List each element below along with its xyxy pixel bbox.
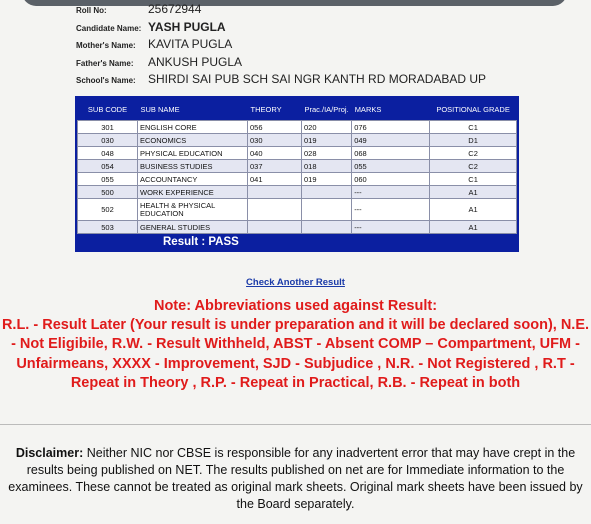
marks-cell: --- [352, 186, 430, 199]
grade-cell: A1 [430, 186, 517, 199]
header-practical: Prac./IA/Proj. [302, 98, 352, 121]
marks-table-container [75, 96, 519, 252]
father-name-value: ANKUSH PUGLA [148, 54, 243, 69]
candidate-name-row [76, 20, 486, 38]
grade-cell: C1 [430, 121, 517, 134]
school-name-label: School's Name: [76, 76, 136, 85]
mother-name-row [76, 37, 486, 55]
roll-label: Roll No: [76, 6, 107, 15]
roll-value: 25672944 [148, 2, 202, 16]
result-status: Result : PASS [77, 234, 517, 250]
sub-code-cell: 054 [78, 160, 138, 173]
theory-cell: 041 [248, 173, 302, 186]
disclaimer-label: Disclaimer: [15, 446, 84, 460]
table-row [78, 121, 517, 134]
table-row [78, 160, 517, 173]
marks-cell: --- [352, 221, 430, 234]
theory-cell [248, 186, 302, 199]
candidate-info [76, 2, 486, 90]
sub-name-cell: ACCOUNTANCY [138, 173, 248, 186]
sub-code-cell: 503 [78, 221, 138, 234]
practical-cell: 028 [302, 147, 352, 160]
sub-code-cell: 500 [78, 186, 138, 199]
marks-cell: --- [352, 199, 430, 221]
grade-cell: C2 [430, 160, 517, 173]
father-name-label: Father's Name: [76, 58, 134, 68]
table-row [78, 134, 517, 147]
practical-cell: 020 [302, 121, 352, 134]
header-positional-grade: POSITIONAL GRADE [430, 98, 517, 121]
sub-code-cell: 502 [78, 199, 138, 221]
practical-cell [302, 199, 352, 221]
mother-name-label: Mother's Name: [76, 41, 136, 50]
practical-cell: 019 [302, 134, 352, 147]
sub-code-cell: 055 [78, 173, 138, 186]
header-theory: THEORY [248, 98, 302, 121]
table-row [78, 173, 517, 186]
grade-cell: A1 [430, 199, 517, 221]
theory-cell: 040 [248, 147, 302, 160]
abbreviations-note [0, 297, 591, 393]
marks-cell: 049 [352, 134, 430, 147]
sub-name-cell: PHYSICAL EDUCATION [138, 147, 248, 160]
table-header-row [78, 98, 517, 121]
disclaimer [0, 445, 591, 513]
theory-cell: 030 [248, 134, 302, 147]
marks-cell: 076 [352, 121, 430, 134]
practical-cell: 018 [302, 160, 352, 173]
grade-cell: A1 [430, 221, 517, 234]
candidate-name-value: YASH PUGLA [148, 19, 226, 34]
check-another-result-link[interactable]: Check Another Result [246, 277, 345, 288]
theory-cell [248, 221, 302, 234]
sub-name-cell: BUSINESS STUDIES [138, 160, 248, 173]
marks-cell: 068 [352, 147, 430, 160]
marks-table [77, 98, 517, 234]
mother-name-value: KAVITA PUGLA [148, 37, 233, 51]
theory-cell [248, 199, 302, 221]
marks-cell: 055 [352, 160, 430, 173]
practical-cell [302, 221, 352, 234]
sub-code-cell: 030 [78, 134, 138, 147]
practical-cell: 019 [302, 173, 352, 186]
sub-code-cell: 048 [78, 147, 138, 160]
header-marks: MARKS [352, 98, 430, 121]
theory-cell: 056 [248, 121, 302, 134]
sub-name-cell: GENERAL STUDIES [138, 221, 248, 234]
sub-name-cell: WORK EXPERIENCE [138, 186, 248, 199]
header-sub-code: SUB CODE [78, 98, 138, 121]
theory-cell: 037 [248, 160, 302, 173]
father-name-row [76, 55, 486, 73]
grade-cell: D1 [430, 134, 517, 147]
table-row [78, 221, 517, 234]
table-row [78, 199, 517, 221]
candidate-name-label: Candidate Name: [76, 23, 142, 33]
roll-row [76, 2, 486, 20]
note-body: R.L. - Result Later (Your result is under preparation and it will be declared soon), N.E. - Not Eligibile, R.W. - Result Withheld, ABST - Absent COMP – Compartment, UFM - Unfairmeans, XXXX - Improvement, SJD - Subjudice , N.R. - Not Registered , R.T - Repeat in Theory , R.P. - Repeat in Practical, R.B. - Repeat in both [1, 317, 590, 391]
sub-code-cell: 301 [78, 121, 138, 134]
practical-cell [302, 186, 352, 199]
disclaimer-text: Neither NIC nor CBSE is responsible for any inadvertent error that may have crept in the results being published on NET. The results published on net are for Immediate information to the examinees. These cannot be treated as original mark sheets. Original mark sheets have been issued by the Board separately. [8, 446, 583, 511]
grade-cell: C1 [430, 173, 517, 186]
section-divider [0, 424, 591, 425]
header-sub-name: SUB NAME [138, 98, 248, 121]
sub-name-cell: ECONOMICS [138, 134, 248, 147]
grade-cell: C2 [430, 147, 517, 160]
table-row [78, 186, 517, 199]
note-title: Note: Abbreviations used against Result: [153, 298, 438, 314]
marks-cell: 060 [352, 173, 430, 186]
disclaimer-paragraph [0, 445, 591, 513]
school-name-value: SHIRDI SAI PUB SCH SAI NGR KANTH RD MORADABAD UP [148, 72, 487, 86]
school-name-row [76, 72, 486, 90]
sub-name-cell: ENGLISH CORE [138, 121, 248, 134]
sub-name-cell: HEALTH & PHYSICAL EDUCATION [138, 199, 248, 221]
table-row [78, 147, 517, 160]
